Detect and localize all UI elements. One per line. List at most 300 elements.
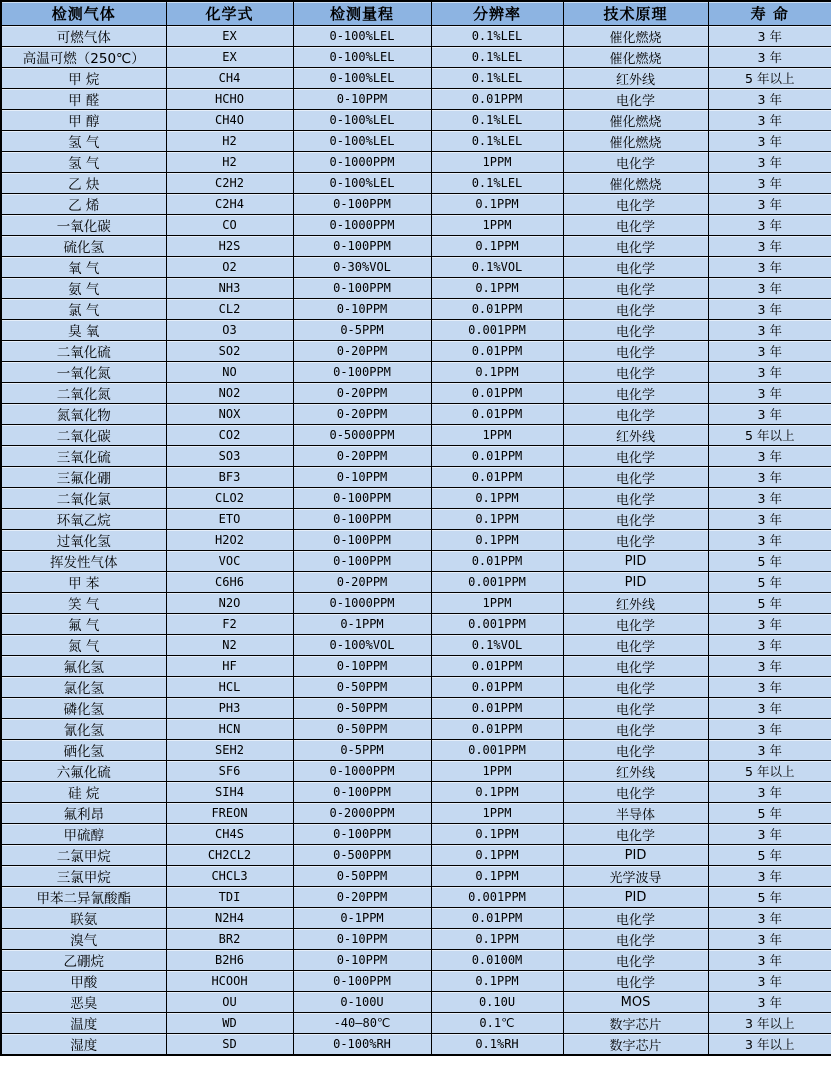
cell-resolution: 0.1PPM xyxy=(431,845,563,866)
table-row xyxy=(1,950,831,971)
table-row xyxy=(1,362,831,383)
header-gas-name: 检测气体 xyxy=(1,1,166,26)
cell-technical-principle: 电化学 xyxy=(563,824,708,845)
cell-resolution: 0.1%LEL xyxy=(431,47,563,68)
cell-chemical-formula: WD xyxy=(166,1013,293,1034)
cell-chemical-formula: HCHO xyxy=(166,89,293,110)
cell-lifespan: 3 年 xyxy=(708,740,831,761)
cell-chemical-formula: NOX xyxy=(166,404,293,425)
cell-lifespan: 3 年 xyxy=(708,719,831,740)
cell-lifespan: 3 年 xyxy=(708,677,831,698)
cell-chemical-formula: H2S xyxy=(166,236,293,257)
cell-detection-range: 0-100%VOL xyxy=(293,635,431,656)
cell-resolution: 0.1PPM xyxy=(431,488,563,509)
cell-lifespan: 3 年 xyxy=(708,47,831,68)
cell-lifespan: 3 年 xyxy=(708,110,831,131)
cell-detection-range: 0-5PPM xyxy=(293,740,431,761)
cell-technical-principle: 电化学 xyxy=(563,341,708,362)
table-body xyxy=(1,26,831,1056)
cell-chemical-formula: SIH4 xyxy=(166,782,293,803)
cell-gas-name: 硫化氢 xyxy=(1,236,166,257)
cell-detection-range: 0-1PPM xyxy=(293,908,431,929)
cell-lifespan: 5 年以上 xyxy=(708,761,831,782)
table-row xyxy=(1,698,831,719)
cell-technical-principle: 数字芯片 xyxy=(563,1034,708,1056)
cell-detection-range: 0-1000PPM xyxy=(293,152,431,173)
cell-gas-name: 臭 氧 xyxy=(1,320,166,341)
cell-technical-principle: 数字芯片 xyxy=(563,1013,708,1034)
cell-detection-range: 0-100PPM xyxy=(293,551,431,572)
cell-resolution: 0.001PPM xyxy=(431,614,563,635)
cell-detection-range: 0-20PPM xyxy=(293,446,431,467)
cell-lifespan: 3 年 xyxy=(708,698,831,719)
cell-detection-range: 0-100PPM xyxy=(293,194,431,215)
cell-gas-name: 氟化氢 xyxy=(1,656,166,677)
cell-detection-range: 0-10PPM xyxy=(293,950,431,971)
cell-gas-name: 二氧化硫 xyxy=(1,341,166,362)
cell-gas-name: 三氧化硫 xyxy=(1,446,166,467)
cell-lifespan: 3 年 xyxy=(708,635,831,656)
table-row xyxy=(1,887,831,908)
cell-lifespan: 3 年 xyxy=(708,362,831,383)
cell-technical-principle: 催化燃烧 xyxy=(563,131,708,152)
cell-detection-range: 0-20PPM xyxy=(293,383,431,404)
cell-technical-principle: 电化学 xyxy=(563,278,708,299)
cell-chemical-formula: VOC xyxy=(166,551,293,572)
table-row xyxy=(1,677,831,698)
cell-chemical-formula: C2H2 xyxy=(166,173,293,194)
cell-lifespan: 5 年以上 xyxy=(708,68,831,89)
cell-resolution: 0.01PPM xyxy=(431,656,563,677)
cell-gas-name: 高温可燃（250℃） xyxy=(1,47,166,68)
table-row xyxy=(1,68,831,89)
cell-technical-principle: 催化燃烧 xyxy=(563,110,708,131)
cell-detection-range: 0-10PPM xyxy=(293,929,431,950)
cell-lifespan: 5 年 xyxy=(708,551,831,572)
cell-lifespan: 3 年 xyxy=(708,257,831,278)
cell-detection-range: 0-10PPM xyxy=(293,299,431,320)
cell-gas-name: 温度 xyxy=(1,1013,166,1034)
cell-resolution: 0.01PPM xyxy=(431,299,563,320)
cell-lifespan: 3 年 xyxy=(708,383,831,404)
cell-technical-principle: PID xyxy=(563,845,708,866)
cell-detection-range: 0-20PPM xyxy=(293,341,431,362)
header-row xyxy=(1,1,831,26)
cell-chemical-formula: CHCL3 xyxy=(166,866,293,887)
cell-gas-name: 甲硫醇 xyxy=(1,824,166,845)
cell-resolution: 0.1PPM xyxy=(431,236,563,257)
cell-resolution: 0.0100M xyxy=(431,950,563,971)
cell-resolution: 0.01PPM xyxy=(431,383,563,404)
cell-chemical-formula: SEH2 xyxy=(166,740,293,761)
cell-chemical-formula: NH3 xyxy=(166,278,293,299)
cell-resolution: 0.1PPM xyxy=(431,530,563,551)
cell-detection-range: 0-50PPM xyxy=(293,719,431,740)
cell-technical-principle: 电化学 xyxy=(563,257,708,278)
cell-resolution: 1PPM xyxy=(431,761,563,782)
cell-gas-name: 过氧化氢 xyxy=(1,530,166,551)
cell-gas-name: 甲 苯 xyxy=(1,572,166,593)
cell-detection-range: 0-100PPM xyxy=(293,362,431,383)
cell-technical-principle: 电化学 xyxy=(563,656,708,677)
cell-chemical-formula: CH2CL2 xyxy=(166,845,293,866)
cell-technical-principle: 电化学 xyxy=(563,236,708,257)
cell-detection-range: 0-100PPM xyxy=(293,278,431,299)
cell-gas-name: 溴气 xyxy=(1,929,166,950)
table-row xyxy=(1,278,831,299)
cell-lifespan: 5 年 xyxy=(708,887,831,908)
cell-gas-name: 二氧化氮 xyxy=(1,383,166,404)
table-row xyxy=(1,803,831,824)
cell-detection-range: 0-100PPM xyxy=(293,509,431,530)
cell-technical-principle: 电化学 xyxy=(563,152,708,173)
cell-chemical-formula: SO2 xyxy=(166,341,293,362)
cell-lifespan: 5 年 xyxy=(708,593,831,614)
cell-resolution: 0.001PPM xyxy=(431,887,563,908)
cell-gas-name: 氰化氢 xyxy=(1,719,166,740)
cell-chemical-formula: B2H6 xyxy=(166,950,293,971)
cell-technical-principle: 电化学 xyxy=(563,89,708,110)
cell-technical-principle: 电化学 xyxy=(563,488,708,509)
cell-resolution: 0.01PPM xyxy=(431,698,563,719)
cell-chemical-formula: SD xyxy=(166,1034,293,1056)
cell-gas-name: 环氧乙烷 xyxy=(1,509,166,530)
cell-resolution: 1PPM xyxy=(431,593,563,614)
cell-lifespan: 5 年 xyxy=(708,572,831,593)
cell-resolution: 0.1PPM xyxy=(431,929,563,950)
cell-chemical-formula: N2H4 xyxy=(166,908,293,929)
table-row xyxy=(1,131,831,152)
cell-detection-range: 0-30%VOL xyxy=(293,257,431,278)
table-row xyxy=(1,320,831,341)
cell-resolution: 0.01PPM xyxy=(431,89,563,110)
cell-chemical-formula: FREON xyxy=(166,803,293,824)
cell-lifespan: 3 年 xyxy=(708,971,831,992)
cell-chemical-formula: CH4S xyxy=(166,824,293,845)
cell-gas-name: 氢 气 xyxy=(1,152,166,173)
cell-chemical-formula: HCL xyxy=(166,677,293,698)
cell-lifespan: 3 年 xyxy=(708,236,831,257)
table-row xyxy=(1,194,831,215)
cell-detection-range: 0-100PPM xyxy=(293,782,431,803)
cell-chemical-formula: SO3 xyxy=(166,446,293,467)
cell-gas-name: 三氯甲烷 xyxy=(1,866,166,887)
cell-chemical-formula: O2 xyxy=(166,257,293,278)
cell-detection-range: 0-1000PPM xyxy=(293,761,431,782)
table-row xyxy=(1,929,831,950)
table-row xyxy=(1,173,831,194)
cell-resolution: 0.1%LEL xyxy=(431,110,563,131)
cell-detection-range: 0-100PPM xyxy=(293,488,431,509)
cell-detection-range: 0-50PPM xyxy=(293,866,431,887)
cell-chemical-formula: F2 xyxy=(166,614,293,635)
table-row xyxy=(1,215,831,236)
table-row xyxy=(1,404,831,425)
cell-gas-name: 甲 烷 xyxy=(1,68,166,89)
cell-lifespan: 3 年 xyxy=(708,614,831,635)
cell-resolution: 0.01PPM xyxy=(431,341,563,362)
cell-gas-name: 湿度 xyxy=(1,1034,166,1056)
cell-technical-principle: 半导体 xyxy=(563,803,708,824)
cell-gas-name: 氮氧化物 xyxy=(1,404,166,425)
cell-lifespan: 3 年 xyxy=(708,824,831,845)
cell-chemical-formula: BR2 xyxy=(166,929,293,950)
table-row xyxy=(1,509,831,530)
cell-lifespan: 3 年 xyxy=(708,131,831,152)
cell-lifespan: 3 年 xyxy=(708,782,831,803)
cell-lifespan: 3 年 xyxy=(708,509,831,530)
cell-resolution: 0.1℃ xyxy=(431,1013,563,1034)
table-row xyxy=(1,551,831,572)
cell-technical-principle: 催化燃烧 xyxy=(563,173,708,194)
table-row xyxy=(1,593,831,614)
cell-chemical-formula: PH3 xyxy=(166,698,293,719)
cell-lifespan: 3 年 xyxy=(708,320,831,341)
cell-chemical-formula: O3 xyxy=(166,320,293,341)
cell-resolution: 1PPM xyxy=(431,803,563,824)
cell-gas-name: 氮 气 xyxy=(1,635,166,656)
cell-detection-range: 0-100PPM xyxy=(293,530,431,551)
cell-technical-principle: 电化学 xyxy=(563,698,708,719)
cell-technical-principle: 催化燃烧 xyxy=(563,47,708,68)
table-header xyxy=(1,1,831,26)
cell-technical-principle: 红外线 xyxy=(563,425,708,446)
cell-lifespan: 3 年 xyxy=(708,26,831,47)
cell-detection-range: 0-100%LEL xyxy=(293,47,431,68)
cell-technical-principle: 红外线 xyxy=(563,761,708,782)
cell-lifespan: 5 年 xyxy=(708,845,831,866)
cell-chemical-formula: H2O2 xyxy=(166,530,293,551)
cell-chemical-formula: NO2 xyxy=(166,383,293,404)
cell-lifespan: 3 年 xyxy=(708,950,831,971)
cell-technical-principle: 电化学 xyxy=(563,299,708,320)
cell-resolution: 0.01PPM xyxy=(431,677,563,698)
cell-chemical-formula: SF6 xyxy=(166,761,293,782)
table-row xyxy=(1,446,831,467)
table-row xyxy=(1,761,831,782)
cell-gas-name: 硒化氢 xyxy=(1,740,166,761)
cell-lifespan: 3 年 xyxy=(708,446,831,467)
cell-resolution: 0.01PPM xyxy=(431,446,563,467)
cell-lifespan: 3 年 xyxy=(708,656,831,677)
cell-resolution: 0.1%LEL xyxy=(431,131,563,152)
cell-gas-name: 三氟化硼 xyxy=(1,467,166,488)
cell-detection-range: 0-500PPM xyxy=(293,845,431,866)
cell-detection-range: 0-50PPM xyxy=(293,677,431,698)
table-row xyxy=(1,110,831,131)
cell-gas-name: 乙 炔 xyxy=(1,173,166,194)
cell-technical-principle: 电化学 xyxy=(563,908,708,929)
cell-technical-principle: 电化学 xyxy=(563,404,708,425)
cell-chemical-formula: HF xyxy=(166,656,293,677)
cell-gas-name: 六氟化硫 xyxy=(1,761,166,782)
cell-detection-range: 0-20PPM xyxy=(293,404,431,425)
cell-technical-principle: 电化学 xyxy=(563,929,708,950)
cell-gas-name: 联氨 xyxy=(1,908,166,929)
cell-detection-range: 0-100PPM xyxy=(293,236,431,257)
cell-technical-principle: 电化学 xyxy=(563,740,708,761)
table-row xyxy=(1,425,831,446)
cell-lifespan: 5 年 xyxy=(708,803,831,824)
cell-chemical-formula: ETO xyxy=(166,509,293,530)
cell-detection-range: 0-100PPM xyxy=(293,971,431,992)
table-row xyxy=(1,1013,831,1034)
table-row xyxy=(1,572,831,593)
cell-detection-range: 0-100%RH xyxy=(293,1034,431,1056)
cell-resolution: 0.1PPM xyxy=(431,194,563,215)
cell-gas-name: 一氧化碳 xyxy=(1,215,166,236)
cell-detection-range: 0-10PPM xyxy=(293,467,431,488)
cell-detection-range: 0-50PPM xyxy=(293,698,431,719)
cell-resolution: 0.01PPM xyxy=(431,719,563,740)
cell-technical-principle: 电化学 xyxy=(563,950,708,971)
table-row xyxy=(1,530,831,551)
cell-chemical-formula: H2 xyxy=(166,131,293,152)
cell-lifespan: 3 年 xyxy=(708,194,831,215)
cell-resolution: 1PPM xyxy=(431,425,563,446)
cell-gas-name: 乙硼烷 xyxy=(1,950,166,971)
cell-technical-principle: 电化学 xyxy=(563,194,708,215)
table-row xyxy=(1,47,831,68)
cell-gas-name: 甲 醇 xyxy=(1,110,166,131)
table-row xyxy=(1,236,831,257)
cell-resolution: 0.1PPM xyxy=(431,278,563,299)
cell-gas-name: 氟 气 xyxy=(1,614,166,635)
table-row xyxy=(1,971,831,992)
cell-resolution: 0.001PPM xyxy=(431,740,563,761)
cell-gas-name: 磷化氢 xyxy=(1,698,166,719)
table-row xyxy=(1,341,831,362)
cell-technical-principle: PID xyxy=(563,551,708,572)
cell-lifespan: 3 年 xyxy=(708,278,831,299)
table-row xyxy=(1,719,831,740)
table-row xyxy=(1,257,831,278)
table-row xyxy=(1,383,831,404)
cell-resolution: 0.01PPM xyxy=(431,404,563,425)
cell-lifespan: 3 年 xyxy=(708,152,831,173)
cell-detection-range: 0-100U xyxy=(293,992,431,1013)
cell-gas-name: 氢 气 xyxy=(1,131,166,152)
cell-resolution: 0.1%LEL xyxy=(431,173,563,194)
table-row xyxy=(1,740,831,761)
table-row xyxy=(1,908,831,929)
cell-detection-range: 0-100PPM xyxy=(293,824,431,845)
cell-technical-principle: 电化学 xyxy=(563,446,708,467)
cell-resolution: 0.01PPM xyxy=(431,908,563,929)
cell-gas-name: 二氧化碳 xyxy=(1,425,166,446)
cell-resolution: 0.1%VOL xyxy=(431,635,563,656)
cell-gas-name: 二氧化氯 xyxy=(1,488,166,509)
cell-chemical-formula: CH4 xyxy=(166,68,293,89)
cell-technical-principle: 电化学 xyxy=(563,509,708,530)
cell-chemical-formula: HCN xyxy=(166,719,293,740)
cell-technical-principle: 电化学 xyxy=(563,530,708,551)
table-row xyxy=(1,866,831,887)
cell-chemical-formula: CL2 xyxy=(166,299,293,320)
cell-detection-range: 0-100%LEL xyxy=(293,68,431,89)
cell-chemical-formula: CO2 xyxy=(166,425,293,446)
cell-detection-range: 0-100%LEL xyxy=(293,110,431,131)
header-chemical-formula: 化学式 xyxy=(166,1,293,26)
cell-gas-name: 挥发性气体 xyxy=(1,551,166,572)
cell-technical-principle: 电化学 xyxy=(563,635,708,656)
cell-chemical-formula: H2 xyxy=(166,152,293,173)
cell-lifespan: 3 年 xyxy=(708,173,831,194)
cell-lifespan: 3 年以上 xyxy=(708,1013,831,1034)
cell-gas-name: 氯 气 xyxy=(1,299,166,320)
cell-technical-principle: 电化学 xyxy=(563,614,708,635)
cell-chemical-formula: C6H6 xyxy=(166,572,293,593)
cell-gas-name: 恶臭 xyxy=(1,992,166,1013)
cell-chemical-formula: N2 xyxy=(166,635,293,656)
cell-lifespan: 3 年 xyxy=(708,992,831,1013)
table-row xyxy=(1,656,831,677)
cell-chemical-formula: NO xyxy=(166,362,293,383)
cell-detection-range: 0-1000PPM xyxy=(293,593,431,614)
cell-technical-principle: MOS xyxy=(563,992,708,1013)
cell-detection-range: 0-20PPM xyxy=(293,887,431,908)
table-row xyxy=(1,488,831,509)
cell-chemical-formula: CO xyxy=(166,215,293,236)
cell-technical-principle: 红外线 xyxy=(563,593,708,614)
cell-chemical-formula: N2O xyxy=(166,593,293,614)
table-row xyxy=(1,152,831,173)
table-row xyxy=(1,782,831,803)
cell-technical-principle: 红外线 xyxy=(563,68,708,89)
cell-lifespan: 3 年 xyxy=(708,908,831,929)
cell-lifespan: 3 年以上 xyxy=(708,1034,831,1056)
cell-lifespan: 3 年 xyxy=(708,89,831,110)
cell-technical-principle: 电化学 xyxy=(563,971,708,992)
cell-resolution: 0.1PPM xyxy=(431,866,563,887)
table-row xyxy=(1,467,831,488)
cell-technical-principle: 电化学 xyxy=(563,782,708,803)
cell-resolution: 1PPM xyxy=(431,215,563,236)
cell-technical-principle: PID xyxy=(563,572,708,593)
cell-lifespan: 3 年 xyxy=(708,530,831,551)
table-row xyxy=(1,845,831,866)
header-technical-principle: 技术原理 xyxy=(563,1,708,26)
cell-detection-range: -40—80℃ xyxy=(293,1013,431,1034)
cell-resolution: 0.1PPM xyxy=(431,362,563,383)
cell-chemical-formula: C2H4 xyxy=(166,194,293,215)
table-row xyxy=(1,614,831,635)
cell-resolution: 0.1PPM xyxy=(431,971,563,992)
cell-detection-range: 0-1000PPM xyxy=(293,215,431,236)
cell-technical-principle: 电化学 xyxy=(563,215,708,236)
cell-detection-range: 0-10PPM xyxy=(293,89,431,110)
cell-resolution: 0.01PPM xyxy=(431,467,563,488)
cell-resolution: 0.10U xyxy=(431,992,563,1013)
cell-technical-principle: 电化学 xyxy=(563,383,708,404)
cell-chemical-formula: HCOOH xyxy=(166,971,293,992)
cell-detection-range: 0-20PPM xyxy=(293,572,431,593)
cell-resolution: 0.1%RH xyxy=(431,1034,563,1056)
header-detection-range: 检测量程 xyxy=(293,1,431,26)
cell-gas-name: 甲酸 xyxy=(1,971,166,992)
cell-technical-principle: 光学波导 xyxy=(563,866,708,887)
cell-resolution: 0.1%LEL xyxy=(431,68,563,89)
cell-chemical-formula: CH4O xyxy=(166,110,293,131)
cell-resolution: 0.1PPM xyxy=(431,782,563,803)
cell-detection-range: 0-100%LEL xyxy=(293,26,431,47)
cell-detection-range: 0-10PPM xyxy=(293,656,431,677)
cell-gas-name: 氧 气 xyxy=(1,257,166,278)
cell-technical-principle: PID xyxy=(563,887,708,908)
cell-resolution: 0.001PPM xyxy=(431,572,563,593)
cell-technical-principle: 催化燃烧 xyxy=(563,26,708,47)
cell-lifespan: 3 年 xyxy=(708,341,831,362)
